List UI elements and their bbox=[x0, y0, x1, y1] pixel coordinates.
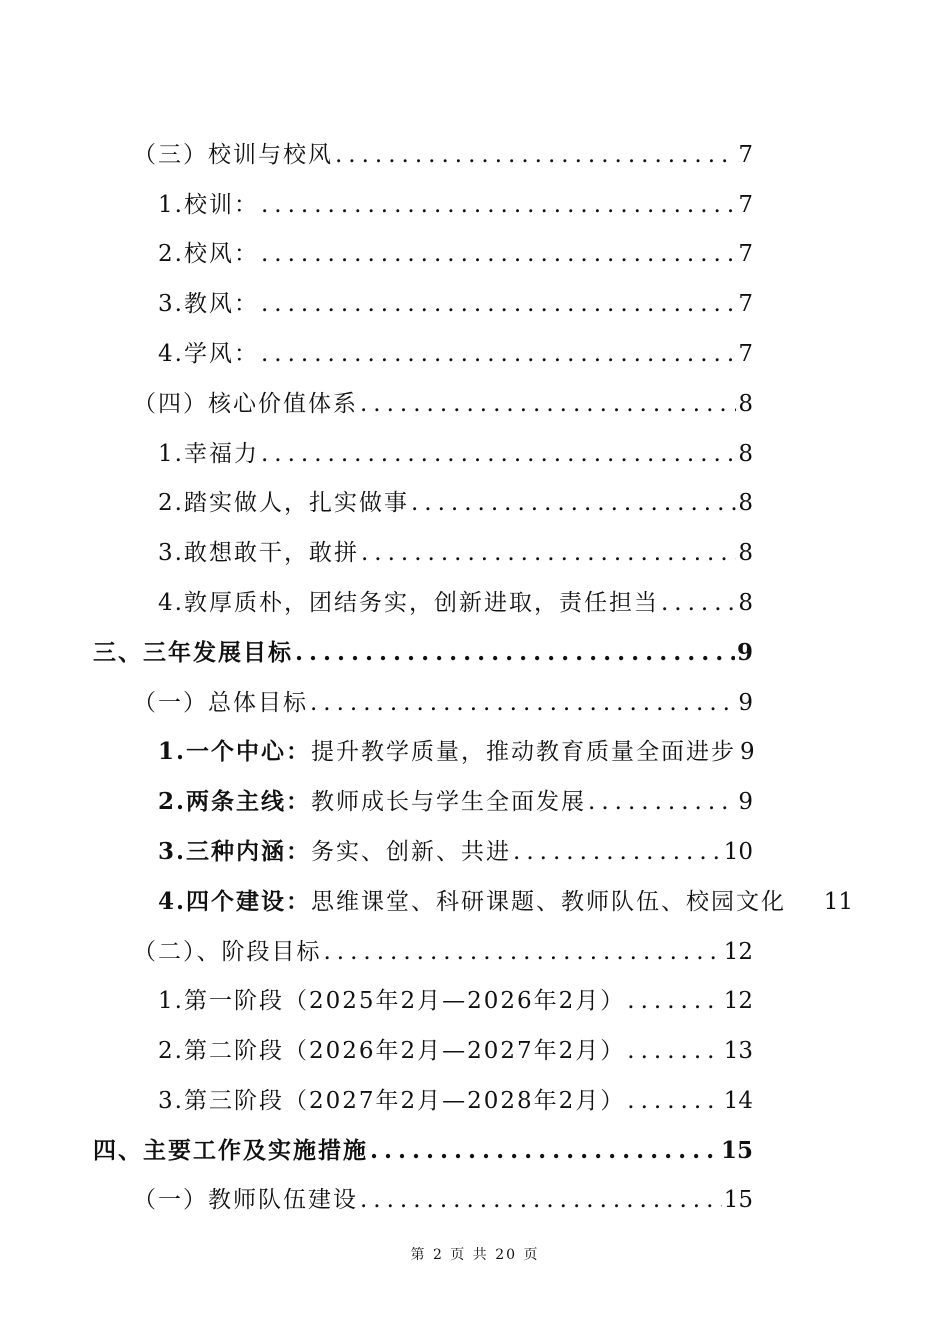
toc-leader-dots bbox=[661, 590, 736, 616]
toc-entry-page: 13 bbox=[723, 1038, 753, 1064]
toc-entry[interactable] bbox=[133, 684, 753, 718]
toc-entry-page: 7 bbox=[738, 291, 753, 317]
toc-entry-page: 9 bbox=[738, 690, 753, 716]
toc-leader-dots bbox=[411, 490, 736, 516]
toc-entry-label bbox=[158, 783, 586, 816]
toc-entry-label: 4.敦厚质朴，团结务实，创新进取，责任担当 bbox=[158, 590, 659, 616]
toc-entry-label: （四）核心价值体系 bbox=[133, 391, 358, 417]
toc-entry[interactable] bbox=[158, 235, 753, 269]
toc-entry-chapter[interactable] bbox=[93, 1132, 753, 1166]
toc-entry-label: 四、主要工作及实施措施 bbox=[93, 1137, 368, 1164]
toc-leader-dots bbox=[335, 142, 736, 168]
toc-leader-dots bbox=[588, 789, 736, 815]
toc-entry[interactable] bbox=[133, 136, 753, 170]
toc-entry-page: 15 bbox=[720, 1137, 753, 1164]
toc-entry[interactable] bbox=[158, 783, 753, 817]
toc-entry-page: 15 bbox=[723, 1187, 753, 1213]
toc-leader-dots bbox=[627, 1088, 721, 1114]
toc-leader-dots bbox=[261, 192, 736, 218]
toc-entry-label: 2.校风： bbox=[158, 241, 259, 267]
toc-entry[interactable] bbox=[133, 1181, 753, 1215]
toc-entry-page: 8 bbox=[738, 540, 753, 566]
toc-entry-bold-prefix: 1.一个中心： bbox=[158, 738, 312, 765]
toc-entry-page: 8 bbox=[738, 441, 753, 467]
toc-entry-page: 9 bbox=[738, 789, 753, 815]
toc-leader-dots bbox=[261, 441, 736, 467]
toc-entry-label: （一）教师队伍建设 bbox=[133, 1187, 358, 1213]
toc-entry[interactable] bbox=[158, 335, 753, 369]
toc-leader-dots bbox=[360, 1187, 722, 1213]
toc-entry-text: 务实、创新、共进 bbox=[311, 839, 512, 865]
toc-entry-page: 7 bbox=[738, 142, 753, 168]
toc-entry-page: 12 bbox=[723, 939, 753, 965]
toc-entry[interactable] bbox=[158, 733, 753, 767]
toc-entry[interactable] bbox=[158, 1082, 753, 1116]
toc-entry[interactable] bbox=[158, 435, 753, 469]
toc-entry-bold-prefix: 3.三种内涵： bbox=[158, 838, 312, 865]
toc-entry-label: （一）总体目标 bbox=[133, 690, 308, 716]
toc-entry-label: 3.教风： bbox=[158, 291, 259, 317]
toc-entry-page: 14 bbox=[723, 1088, 753, 1114]
toc-entry-label: （二）、阶段目标 bbox=[133, 939, 322, 965]
toc-entry[interactable] bbox=[158, 982, 753, 1016]
toc-leader-dots bbox=[261, 241, 736, 267]
toc-entry-label: 2.踏实做人，扎实做事 bbox=[158, 490, 409, 516]
toc-entry[interactable] bbox=[158, 186, 753, 220]
toc-entry-page: 10 bbox=[723, 839, 753, 865]
page-footer: 第 2 页 共 20 页 bbox=[410, 1247, 540, 1263]
toc-entry-page: 7 bbox=[738, 241, 753, 267]
toc-entry-text: 教师成长与学生全面发展 bbox=[311, 789, 587, 815]
toc-leader-dots bbox=[261, 291, 736, 317]
toc-entry-page: 11 bbox=[823, 889, 853, 915]
toc-entry-label: 3.敢想敢干，敢拼 bbox=[158, 540, 359, 566]
toc-entry[interactable] bbox=[133, 385, 753, 419]
toc-entry[interactable] bbox=[158, 584, 753, 618]
toc-leader-dots bbox=[360, 391, 736, 417]
toc-entry-label bbox=[158, 833, 511, 866]
toc-entry-page: 9 bbox=[740, 739, 755, 765]
toc-entry[interactable] bbox=[158, 1032, 753, 1066]
toc-entry-page: 9 bbox=[736, 639, 753, 666]
toc-entry-text: 提升教学质量，推动教育质量全面进步 bbox=[311, 739, 737, 765]
toc-entry-label: 1.第一阶段（2025年2月—2026年2月） bbox=[158, 988, 626, 1014]
toc-entry-page: 8 bbox=[738, 590, 753, 616]
toc-entry-label: 4.学风： bbox=[158, 341, 259, 367]
toc-entry-page: 7 bbox=[738, 341, 753, 367]
toc-entry[interactable] bbox=[158, 285, 753, 319]
toc-entry-page: 12 bbox=[723, 988, 753, 1014]
toc-entry-label: 1.幸福力 bbox=[158, 441, 259, 467]
toc-entry-chapter[interactable] bbox=[93, 634, 753, 668]
toc-entry[interactable] bbox=[133, 933, 753, 967]
toc-leader-dots bbox=[370, 1137, 719, 1164]
toc-entry-label: 2.第二阶段（2026年2月—2027年2月） bbox=[158, 1038, 626, 1064]
toc-entry-bold-prefix: 2.两条主线： bbox=[158, 788, 312, 815]
toc-leader-dots bbox=[310, 690, 736, 716]
toc-entry-label bbox=[158, 733, 736, 766]
toc-leader-dots bbox=[627, 988, 721, 1014]
toc-entry-label: 三、三年发展目标 bbox=[93, 639, 293, 666]
toc-leader-dots bbox=[627, 1038, 721, 1064]
toc-entry-label bbox=[158, 883, 786, 916]
toc-entry-page: 8 bbox=[738, 490, 753, 516]
toc-leader-dots bbox=[261, 341, 736, 367]
toc-entry-label: （三）校训与校风 bbox=[133, 142, 333, 168]
toc-leader-dots bbox=[295, 639, 735, 666]
toc-entry[interactable] bbox=[158, 484, 753, 518]
toc-leader-dots bbox=[513, 839, 722, 865]
toc-entry-bold-prefix: 4.四个建设： bbox=[158, 888, 312, 915]
toc-entry-label: 1.校训： bbox=[158, 192, 259, 218]
toc-entry-label: 3.第三阶段（2027年2月—2028年2月） bbox=[158, 1088, 626, 1114]
toc-entry[interactable] bbox=[158, 833, 753, 867]
toc-entry[interactable] bbox=[158, 883, 853, 917]
toc-entry-text: 思维课堂、科研课题、教师队伍、校园文化 bbox=[311, 889, 787, 915]
toc-entry-page: 8 bbox=[738, 391, 753, 417]
toc-leader-dots bbox=[361, 540, 736, 566]
toc-leader-dots bbox=[324, 939, 722, 965]
toc-entry-page: 7 bbox=[738, 192, 753, 218]
toc-entry[interactable] bbox=[158, 534, 753, 568]
